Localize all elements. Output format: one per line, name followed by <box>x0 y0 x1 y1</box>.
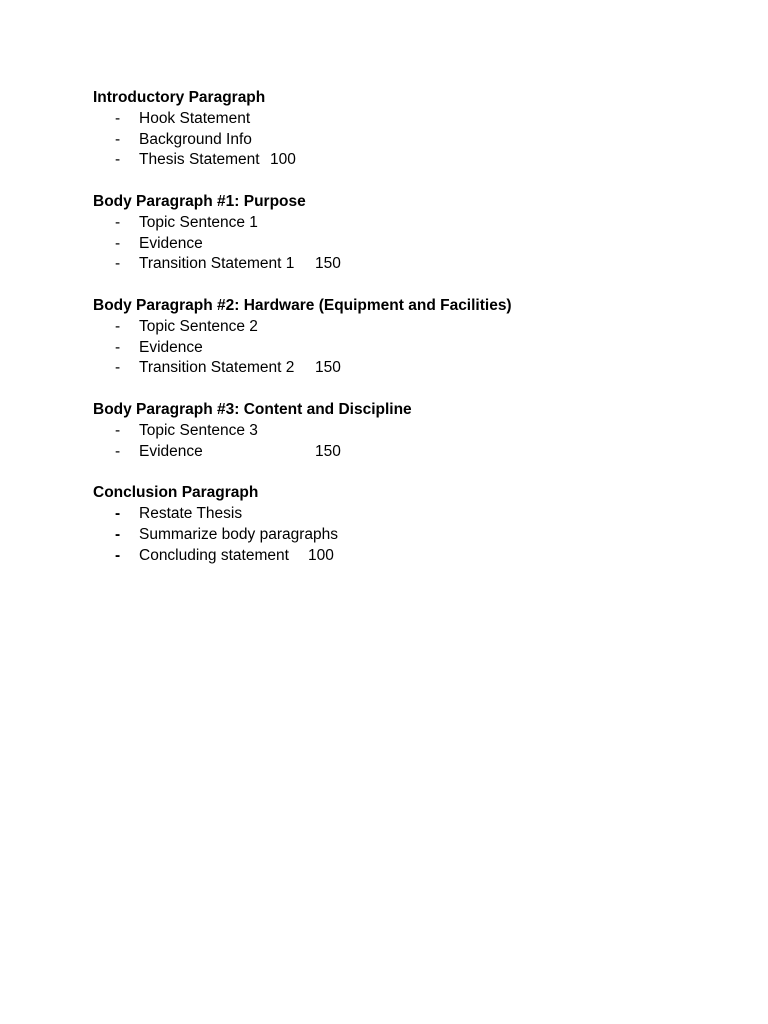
dash-bullet: - <box>115 442 121 460</box>
list-item <box>93 213 713 234</box>
dash-bullet: - <box>115 130 121 148</box>
section-heading: Body Paragraph #1: Purpose <box>93 192 306 210</box>
item-text: Background Info <box>139 130 252 148</box>
list-item <box>93 150 713 171</box>
item-text: Concluding statement <box>139 546 289 564</box>
item-text: Topic Sentence 1 <box>139 213 258 231</box>
list-item <box>93 358 713 379</box>
item-text: Transition Statement 2 <box>139 359 295 377</box>
section-heading: Conclusion Paragraph <box>93 484 259 502</box>
list-item <box>93 421 713 442</box>
item-text: Hook Statement <box>139 109 251 127</box>
word-count: 150 <box>315 442 341 460</box>
item-text: Evidence <box>139 338 203 356</box>
section-body-2 <box>93 296 713 379</box>
word-count: 150 <box>315 255 341 273</box>
list-item <box>93 504 713 525</box>
dash-bullet: - <box>115 234 121 252</box>
item-text: Thesis Statement <box>139 151 260 169</box>
dash-bullet: - <box>115 504 121 522</box>
list-item <box>93 254 713 275</box>
section-heading: Body Paragraph #3: Content and Discipline <box>93 400 412 418</box>
list-item <box>93 525 713 546</box>
item-text: Summarize body paragraphs <box>139 525 339 543</box>
section-introductory <box>93 88 713 171</box>
word-count: 100 <box>308 546 334 564</box>
list-item <box>93 234 713 255</box>
section-heading: Introductory Paragraph <box>93 89 266 106</box>
list-item <box>93 338 713 359</box>
item-text: Transition Statement 1 <box>139 255 295 273</box>
dash-bullet: - <box>115 151 121 169</box>
list-item <box>93 109 713 130</box>
section-body-3 <box>93 400 713 462</box>
dash-bullet: - <box>115 421 121 439</box>
list-item <box>93 130 713 151</box>
document-page <box>93 88 713 587</box>
item-text: Topic Sentence 2 <box>139 317 258 335</box>
section-conclusion <box>93 483 713 566</box>
dash-bullet: - <box>115 255 121 273</box>
item-text: Evidence <box>139 442 203 460</box>
word-count: 150 <box>315 359 341 377</box>
list-item <box>93 442 713 463</box>
dash-bullet: - <box>115 525 121 543</box>
list-item <box>93 317 713 338</box>
item-text: Topic Sentence 3 <box>139 421 258 439</box>
list-item <box>93 546 713 567</box>
dash-bullet: - <box>115 317 121 335</box>
section-body-1 <box>93 192 713 275</box>
dash-bullet: - <box>115 338 121 356</box>
dash-bullet: - <box>115 213 121 231</box>
section-heading: Body Paragraph #2: Hardware (Equipment and Facilities) <box>93 296 512 314</box>
dash-bullet: - <box>115 109 121 127</box>
dash-bullet: - <box>115 546 121 564</box>
word-count: 100 <box>270 151 296 169</box>
item-text: Restate Thesis <box>139 504 243 522</box>
dash-bullet: - <box>115 359 121 377</box>
item-text: Evidence <box>139 234 203 252</box>
